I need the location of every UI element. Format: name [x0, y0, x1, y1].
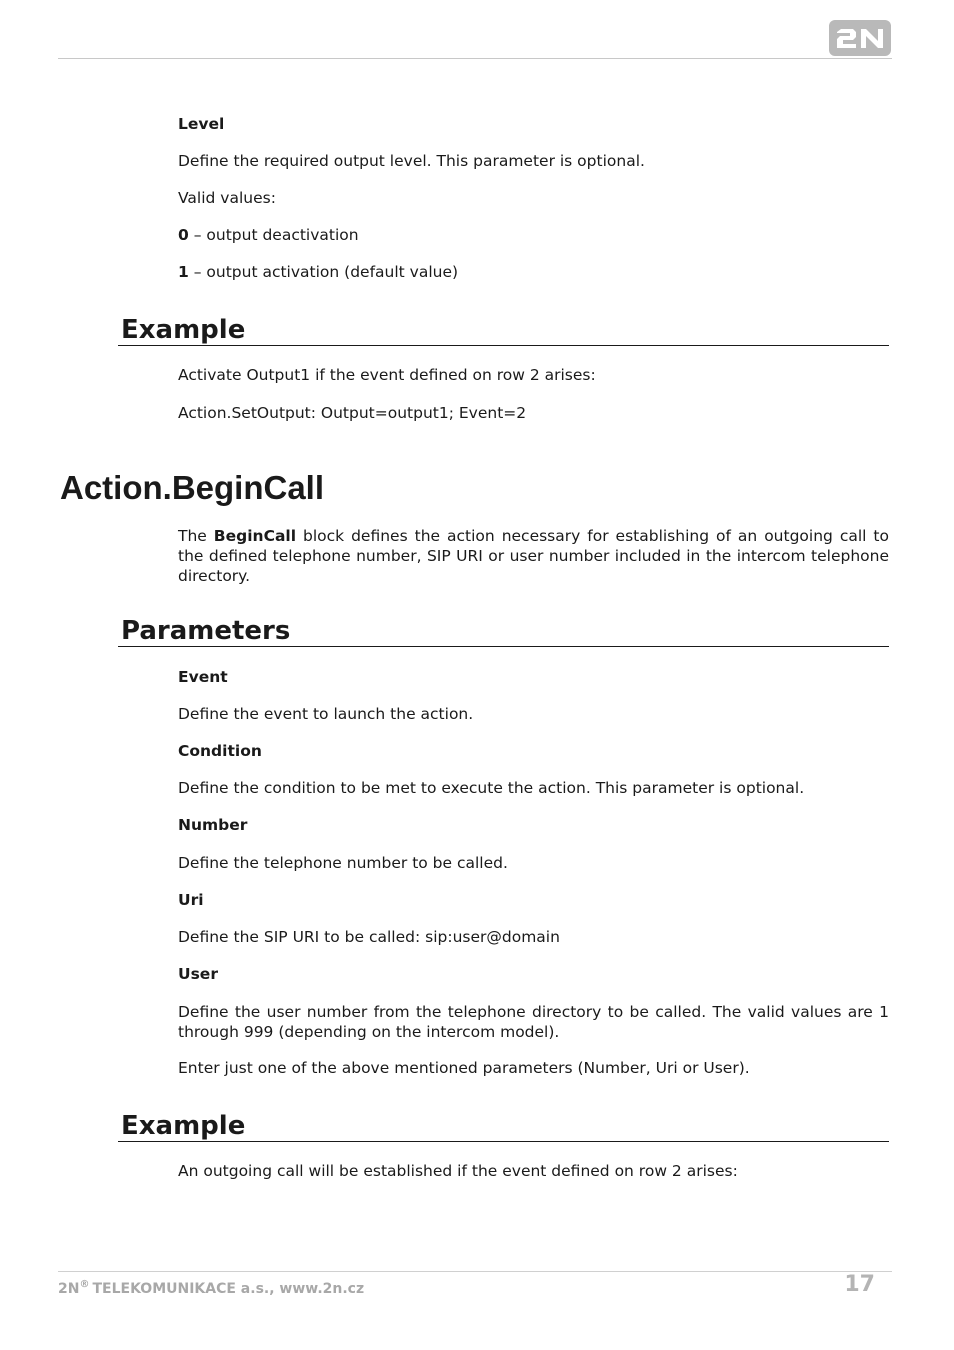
intro-rest: block defines the action necessary for establishing of an outgoing call to the defined telephone number, SIP URI or user number included in the intercom telephone directory.	[178, 527, 889, 585]
section-title: Action.BeginCall	[60, 469, 325, 506]
param-label-condition: Condition	[178, 742, 262, 760]
registered-mark: ®	[79, 1279, 90, 1290]
example-code: Action.SetOutput: Output=output1; Event=2	[178, 404, 527, 422]
intro-bold: BeginCall	[213, 527, 297, 545]
valid-values-label: Valid values:	[178, 189, 276, 207]
example-text-2: An outgoing call will be established if the event defined on row 2 arises:	[178, 1162, 738, 1180]
valid-value-0	[178, 225, 889, 245]
param-label-user: User	[178, 965, 218, 983]
example-text: Activate Output1 if the event defined on row 2 arises:	[178, 366, 596, 384]
value-text: – output deactivation	[188, 226, 359, 244]
page-number: 17	[844, 1272, 875, 1297]
param-desc-number: Define the telephone number to be called.	[178, 854, 508, 872]
param-label-number: Number	[178, 816, 248, 834]
parameters-heading: Parameters	[118, 616, 889, 647]
brand-logo	[829, 20, 891, 56]
footer-company-name: TELEKOMUNIKACE a.s., www.2n.cz	[92, 1281, 365, 1297]
param-label-event: Event	[178, 668, 228, 686]
intro-prefix: The	[178, 527, 214, 545]
value-text: – output activation (default value)	[188, 263, 459, 281]
footer-brand: 2N	[58, 1281, 80, 1297]
parameters-note: Enter just one of the above mentioned parameters (Number, Uri or User).	[178, 1059, 750, 1077]
param-desc-condition: Define the condition to be met to execute the action. This parameter is optional.	[178, 779, 805, 797]
section-intro	[178, 526, 889, 586]
param-desc-uri: Define the SIP URI to be called: sip:user@domain	[178, 928, 560, 946]
param-label-level: Level	[178, 115, 225, 133]
param-desc-level: Define the required output level. This parameter is optional.	[178, 152, 645, 170]
example-heading: Example	[118, 315, 889, 346]
value-key: 0	[178, 226, 189, 244]
footer-company	[58, 1279, 364, 1297]
param-label-uri: Uri	[178, 891, 204, 909]
valid-value-1	[178, 262, 889, 282]
value-key: 1	[178, 263, 189, 281]
param-desc-user: Define the user number from the telephone directory to be called. The valid values are 1 through 999 (depending on the intercom model).	[178, 1003, 889, 1041]
param-desc-event: Define the event to launch the action.	[178, 705, 474, 723]
example-heading-2: Example	[118, 1111, 889, 1142]
header-rule	[58, 58, 892, 59]
footer-rule	[58, 1271, 892, 1272]
